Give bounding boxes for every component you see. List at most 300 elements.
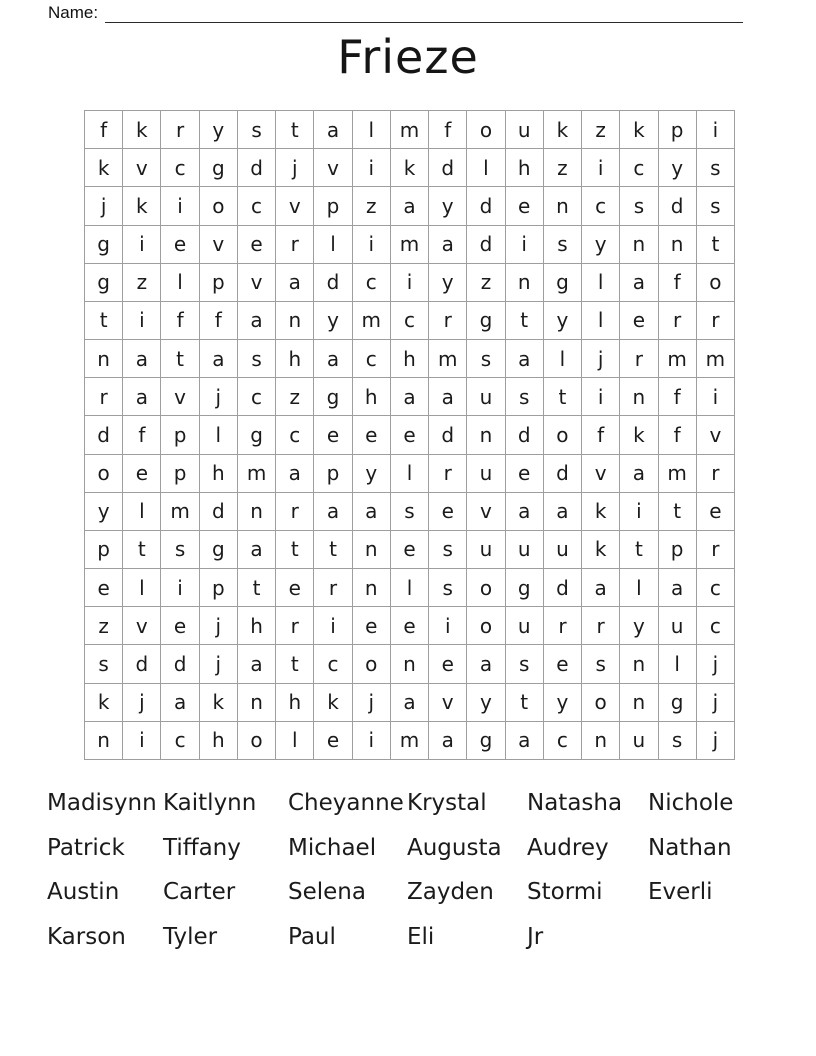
grid-cell: d [429, 416, 467, 454]
grid-cell: e [85, 569, 123, 607]
grid-cell: j [199, 645, 237, 683]
grid-cell: h [390, 340, 428, 378]
grid-cell: d [467, 225, 505, 263]
grid-cell: r [696, 301, 734, 339]
grid-cell: o [467, 569, 505, 607]
grid-cell: e [390, 416, 428, 454]
grid-row [85, 454, 735, 492]
grid-cell: r [276, 225, 314, 263]
name-label: Name: [48, 3, 99, 22]
grid-row [85, 340, 735, 378]
grid-cell: i [352, 721, 390, 759]
grid-cell: a [390, 378, 428, 416]
grid-cell: m [390, 225, 428, 263]
grid-cell: k [543, 111, 581, 149]
grid-cell: m [390, 721, 428, 759]
grid-cell: n [582, 721, 620, 759]
grid-cell: e [123, 454, 161, 492]
grid-cell: e [314, 721, 352, 759]
grid-cell: z [85, 607, 123, 645]
grid-cell: g [85, 225, 123, 263]
grid-cell: a [658, 569, 696, 607]
grid-cell: a [276, 454, 314, 492]
grid-cell: v [276, 187, 314, 225]
grid-cell: i [620, 492, 658, 530]
grid-cell: f [429, 111, 467, 149]
grid-cell: y [199, 111, 237, 149]
grid-cell: t [276, 645, 314, 683]
grid-cell: a [467, 645, 505, 683]
grid-cell: s [429, 569, 467, 607]
grid-cell: r [429, 454, 467, 492]
grid-cell: c [352, 263, 390, 301]
grid-cell: z [543, 149, 581, 187]
grid-cell: y [429, 187, 467, 225]
grid-cell: a [314, 111, 352, 149]
grid-cell: v [161, 378, 199, 416]
grid-cell: i [161, 569, 199, 607]
grid-cell: s [505, 645, 543, 683]
grid-cell: r [582, 607, 620, 645]
grid-cell: j [199, 607, 237, 645]
grid-cell: y [582, 225, 620, 263]
grid-cell: g [199, 530, 237, 568]
word-list [47, 781, 773, 959]
grid-cell: i [582, 378, 620, 416]
grid-cell: e [161, 607, 199, 645]
grid-cell: n [620, 225, 658, 263]
grid-cell: o [582, 683, 620, 721]
grid-cell: t [85, 301, 123, 339]
grid-cell: a [429, 225, 467, 263]
grid-cell: k [123, 111, 161, 149]
grid-cell: m [658, 454, 696, 492]
grid-cell: o [696, 263, 734, 301]
grid-cell: r [658, 301, 696, 339]
grid-cell: n [85, 340, 123, 378]
grid-cell: r [85, 378, 123, 416]
grid-cell: n [85, 721, 123, 759]
grid-cell: a [429, 721, 467, 759]
grid-cell: j [85, 187, 123, 225]
grid-cell: d [505, 416, 543, 454]
grid-cell: s [390, 492, 428, 530]
grid-cell: z [276, 378, 314, 416]
grid-cell: a [237, 301, 275, 339]
grid-cell: l [582, 301, 620, 339]
word-item: Nathan [648, 834, 732, 861]
grid-cell: k [199, 683, 237, 721]
word-item: Audrey [527, 834, 609, 861]
grid-cell: d [467, 187, 505, 225]
grid-cell: t [276, 111, 314, 149]
grid-cell: j [696, 683, 734, 721]
grid-cell: d [161, 645, 199, 683]
grid-cell: k [620, 111, 658, 149]
grid-cell: e [390, 607, 428, 645]
grid-cell: m [352, 301, 390, 339]
grid-cell: j [696, 721, 734, 759]
grid-cell: l [123, 569, 161, 607]
grid-cell: y [543, 301, 581, 339]
grid-cell: i [582, 149, 620, 187]
grid-cell: d [658, 187, 696, 225]
grid-cell: d [123, 645, 161, 683]
grid-cell: n [467, 416, 505, 454]
grid-cell: c [161, 149, 199, 187]
grid-cell: h [276, 340, 314, 378]
grid-cell: l [390, 569, 428, 607]
grid-cell: y [314, 301, 352, 339]
grid-cell: v [429, 683, 467, 721]
grid-cell: m [390, 111, 428, 149]
grid-cell: p [199, 263, 237, 301]
word-item: Nichole [648, 790, 734, 817]
grid-cell: e [314, 416, 352, 454]
grid-cell: e [276, 569, 314, 607]
grid-cell: k [314, 683, 352, 721]
grid-cell: v [199, 225, 237, 263]
grid-cell: a [582, 569, 620, 607]
grid-cell: t [696, 225, 734, 263]
grid-cell: f [582, 416, 620, 454]
grid-cell: m [696, 340, 734, 378]
grid-cell: y [620, 607, 658, 645]
grid-cell: c [314, 645, 352, 683]
grid-cell: m [429, 340, 467, 378]
grid-cell: a [429, 378, 467, 416]
grid-cell: p [658, 530, 696, 568]
grid-row [85, 225, 735, 263]
grid-cell: k [582, 530, 620, 568]
name-blank-line [105, 3, 743, 23]
grid-cell: l [161, 263, 199, 301]
grid-cell: a [620, 263, 658, 301]
page-title: Frieze [337, 30, 479, 84]
grid-cell: g [658, 683, 696, 721]
grid-cell: y [352, 454, 390, 492]
grid-cell: a [352, 492, 390, 530]
word-item: Eli [407, 923, 435, 950]
grid-cell: p [161, 454, 199, 492]
grid-cell: y [543, 683, 581, 721]
grid-cell: z [352, 187, 390, 225]
grid-cell: d [237, 149, 275, 187]
grid-cell: i [314, 607, 352, 645]
grid-cell: v [314, 149, 352, 187]
grid-cell: e [352, 416, 390, 454]
grid-row [85, 301, 735, 339]
grid-cell: c [582, 187, 620, 225]
grid-cell: y [467, 683, 505, 721]
grid-cell: f [658, 378, 696, 416]
grid-cell: p [658, 111, 696, 149]
grid-row [85, 263, 735, 301]
grid-cell: c [696, 607, 734, 645]
grid-cell: d [314, 263, 352, 301]
grid-cell: s [237, 340, 275, 378]
grid-cell: e [429, 492, 467, 530]
grid-cell: a [123, 378, 161, 416]
grid-cell: k [85, 149, 123, 187]
grid-cell: o [85, 454, 123, 492]
grid-cell: f [85, 111, 123, 149]
grid-cell: t [543, 378, 581, 416]
grid-cell: a [505, 721, 543, 759]
grid-cell: a [123, 340, 161, 378]
grid-cell: o [199, 187, 237, 225]
grid-cell: a [543, 492, 581, 530]
grid-cell: p [314, 187, 352, 225]
word-item: Everli [648, 879, 713, 906]
grid-cell: i [696, 111, 734, 149]
grid-cell: a [620, 454, 658, 492]
grid-cell: c [390, 301, 428, 339]
grid-cell: p [85, 530, 123, 568]
grid-cell: d [543, 454, 581, 492]
grid-cell: v [467, 492, 505, 530]
grid-cell: n [658, 225, 696, 263]
grid-cell: o [543, 416, 581, 454]
grid-cell: n [620, 378, 658, 416]
grid-cell: j [199, 378, 237, 416]
grid-cell: d [85, 416, 123, 454]
grid-cell: r [696, 454, 734, 492]
word-search-grid [84, 110, 735, 760]
grid-cell: g [543, 263, 581, 301]
grid-cell: a [505, 340, 543, 378]
grid-cell: c [352, 340, 390, 378]
grid-cell: r [276, 492, 314, 530]
word-item: Austin [47, 879, 120, 906]
grid-cell: r [620, 340, 658, 378]
grid-cell: d [429, 149, 467, 187]
grid-cell: r [314, 569, 352, 607]
grid-row [85, 683, 735, 721]
grid-cell: t [505, 683, 543, 721]
grid-cell: u [467, 378, 505, 416]
grid-cell: f [658, 416, 696, 454]
grid-cell: s [582, 645, 620, 683]
grid-cell: t [237, 569, 275, 607]
grid-cell: i [123, 721, 161, 759]
grid-cell: l [620, 569, 658, 607]
grid-cell: n [276, 301, 314, 339]
grid-cell: u [505, 607, 543, 645]
grid-cell: s [658, 721, 696, 759]
grid-cell: e [543, 645, 581, 683]
grid-cell: j [352, 683, 390, 721]
word-item: Tiffany [163, 834, 241, 861]
grid-cell: h [505, 149, 543, 187]
grid-cell: t [276, 530, 314, 568]
grid-cell: g [467, 721, 505, 759]
grid-cell: i [429, 607, 467, 645]
grid-cell: p [161, 416, 199, 454]
grid-cell: g [237, 416, 275, 454]
grid-cell: a [276, 263, 314, 301]
grid-row [85, 569, 735, 607]
grid-cell: l [467, 149, 505, 187]
word-item: Kaitlynn [163, 790, 257, 817]
grid-cell: h [352, 378, 390, 416]
grid-cell: d [543, 569, 581, 607]
grid-cell: k [620, 416, 658, 454]
word-item: Jr [527, 923, 544, 950]
grid-cell: e [161, 225, 199, 263]
grid-cell: o [467, 111, 505, 149]
grid-cell: s [696, 149, 734, 187]
grid-cell: n [543, 187, 581, 225]
grid-cell: g [314, 378, 352, 416]
grid-cell: u [620, 721, 658, 759]
grid-cell: n [620, 645, 658, 683]
grid-cell: r [543, 607, 581, 645]
grid-cell: i [123, 301, 161, 339]
grid-cell: l [314, 225, 352, 263]
grid-cell: n [390, 645, 428, 683]
grid-cell: n [352, 530, 390, 568]
grid-cell: t [314, 530, 352, 568]
grid-row [85, 530, 735, 568]
grid-cell: e [696, 492, 734, 530]
grid-cell: l [276, 721, 314, 759]
grid-row [85, 492, 735, 530]
word-item: Tyler [163, 923, 218, 950]
grid-cell: k [123, 187, 161, 225]
grid-cell: z [582, 111, 620, 149]
word-item: Paul [288, 923, 336, 950]
grid-cell: j [276, 149, 314, 187]
grid-cell: o [237, 721, 275, 759]
grid-cell: i [390, 263, 428, 301]
grid-cell: f [199, 301, 237, 339]
grid-cell: l [582, 263, 620, 301]
word-item: Natasha [527, 790, 623, 817]
grid-cell: n [620, 683, 658, 721]
grid-cell: y [658, 149, 696, 187]
grid-row [85, 378, 735, 416]
grid-row [85, 721, 735, 759]
grid-cell: p [199, 569, 237, 607]
grid-cell: m [237, 454, 275, 492]
grid-cell: s [429, 530, 467, 568]
grid-cell: u [505, 111, 543, 149]
grid-cell: a [505, 492, 543, 530]
word-item: Madisynn [47, 790, 157, 817]
grid-cell: c [276, 416, 314, 454]
grid-cell: e [352, 607, 390, 645]
grid-cell: i [352, 149, 390, 187]
grid-cell: v [582, 454, 620, 492]
grid-cell: g [199, 149, 237, 187]
grid-cell: c [237, 378, 275, 416]
grid-cell: n [237, 683, 275, 721]
grid-cell: g [505, 569, 543, 607]
word-item: Carter [163, 879, 236, 906]
grid-cell: j [582, 340, 620, 378]
grid-cell: c [696, 569, 734, 607]
word-item: Patrick [47, 834, 125, 861]
word-item: Augusta [407, 834, 502, 861]
grid-cell: i [352, 225, 390, 263]
word-item: Karson [47, 923, 126, 950]
word-item: Cheyanne [288, 790, 404, 817]
grid-cell: v [696, 416, 734, 454]
name-header [48, 3, 743, 23]
grid-cell: d [199, 492, 237, 530]
grid-cell: a [237, 530, 275, 568]
grid-cell: f [658, 263, 696, 301]
grid-cell: s [467, 340, 505, 378]
grid-cell: u [505, 530, 543, 568]
word-item: Stormi [527, 879, 603, 906]
grid-row [85, 149, 735, 187]
grid-cell: k [390, 149, 428, 187]
grid-cell: s [237, 111, 275, 149]
grid-cell: a [314, 492, 352, 530]
grid-cell: a [314, 340, 352, 378]
grid-cell: c [620, 149, 658, 187]
grid-cell: g [467, 301, 505, 339]
grid-cell: l [352, 111, 390, 149]
grid-cell: h [276, 683, 314, 721]
grid-cell: v [123, 149, 161, 187]
grid-cell: e [390, 530, 428, 568]
grid-cell: s [696, 187, 734, 225]
grid-cell: r [161, 111, 199, 149]
grid-cell: n [237, 492, 275, 530]
grid-cell: i [123, 225, 161, 263]
grid-cell: l [543, 340, 581, 378]
grid-cell: z [467, 263, 505, 301]
grid-cell: g [85, 263, 123, 301]
grid-cell: k [85, 683, 123, 721]
grid-row [85, 607, 735, 645]
grid-cell: a [390, 187, 428, 225]
grid-cell: l [199, 416, 237, 454]
grid-cell: e [505, 454, 543, 492]
grid-cell: c [237, 187, 275, 225]
grid-cell: s [505, 378, 543, 416]
grid-cell: u [467, 454, 505, 492]
grid-row [85, 645, 735, 683]
grid-row [85, 416, 735, 454]
grid-cell: m [161, 492, 199, 530]
grid-cell: r [276, 607, 314, 645]
grid-cell: j [123, 683, 161, 721]
grid-cell: c [161, 721, 199, 759]
grid-row [85, 111, 735, 149]
grid-cell: l [123, 492, 161, 530]
grid-cell: e [505, 187, 543, 225]
grid-cell: u [543, 530, 581, 568]
grid-cell: m [658, 340, 696, 378]
word-item: Michael [288, 834, 377, 861]
grid-cell: n [505, 263, 543, 301]
grid-cell: s [85, 645, 123, 683]
grid-cell: e [429, 645, 467, 683]
grid-cell: l [658, 645, 696, 683]
grid-cell: z [123, 263, 161, 301]
grid-cell: u [467, 530, 505, 568]
grid-cell: h [237, 607, 275, 645]
grid-cell: t [658, 492, 696, 530]
grid-cell: e [237, 225, 275, 263]
grid-cell: a [161, 683, 199, 721]
grid-cell: i [505, 225, 543, 263]
grid-cell: e [620, 301, 658, 339]
